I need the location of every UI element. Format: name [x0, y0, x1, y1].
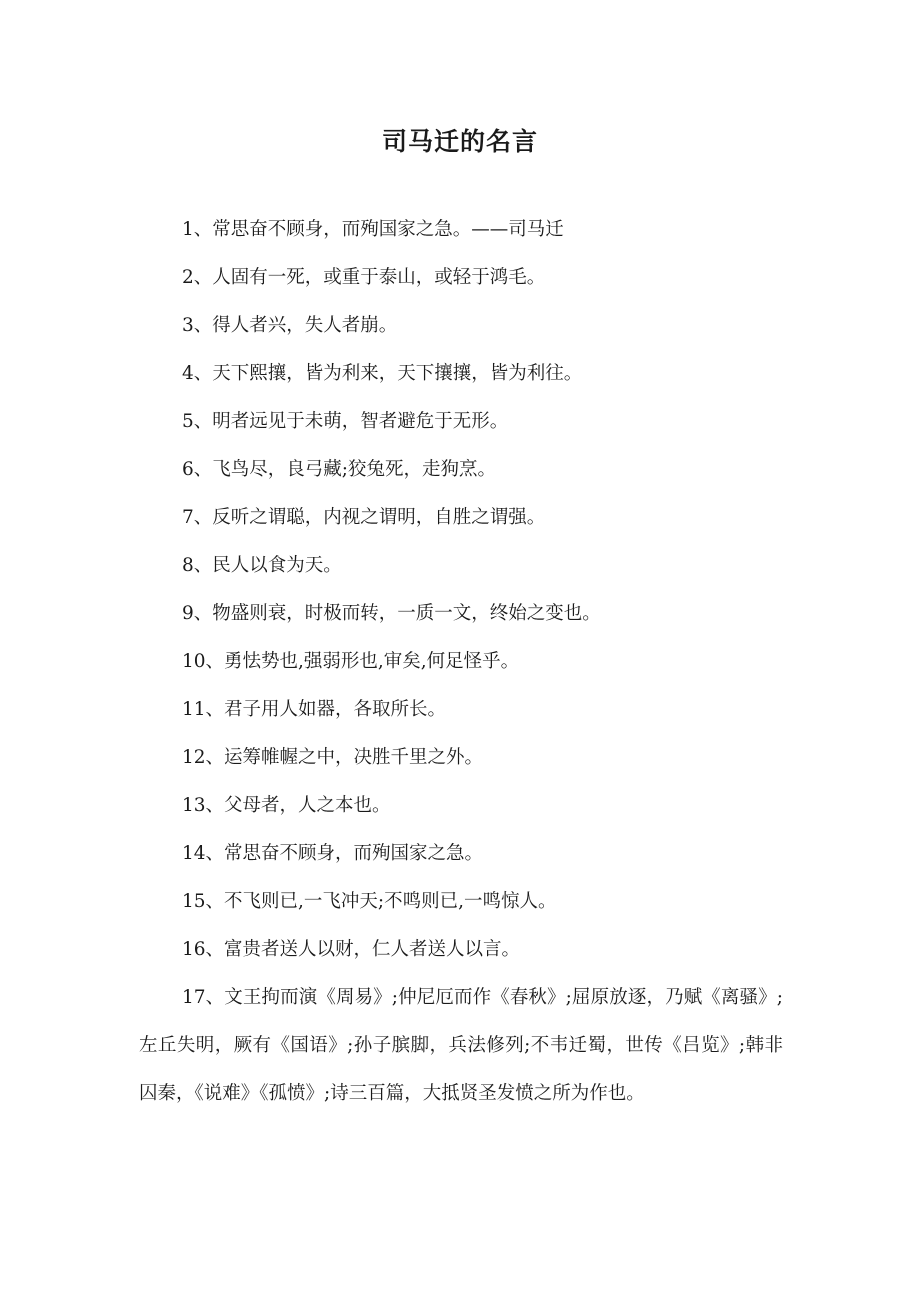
quote-list — [139, 206, 783, 1118]
quote-item: 14、常思奋不顾身，而殉国家之急。 — [182, 843, 484, 864]
quote-item: 12、运筹帷幄之中，决胜千里之外。 — [182, 747, 484, 768]
document-title: 司马迁的名言 — [381, 127, 538, 156]
quote-item: 4、天下熙攘，皆为利来，天下攘攘，皆为利往。 — [182, 363, 583, 384]
quote-item: 5、明者远见于未萌，智者避危于无形。 — [182, 411, 509, 432]
quote-item: 6、飞鸟尽，良弓藏;狡兔死，走狗烹。 — [182, 459, 497, 480]
quote-item: 15、不飞则已,一飞冲天;不鸣则已,一鸣惊人。 — [182, 891, 557, 912]
quote-item: 3、得人者兴，失人者崩。 — [182, 315, 398, 336]
quote-item: 2、人固有一死，或重于泰山，或轻于鸿毛。 — [182, 267, 546, 288]
quote-item: 8、民人以食为天。 — [182, 555, 342, 576]
quote-item: 16、富贵者送人以财，仁人者送人以言。 — [182, 939, 521, 960]
quote-item: 10、勇怯势也,强弱形也,审矣,何足怪乎。 — [182, 651, 520, 672]
quote-item: 1、常思奋不顾身，而殉国家之急。——司马迁 — [182, 219, 564, 240]
quote-item: 17、文王拘而演《周易》;仲尼厄而作《春秋》;屈原放逐，乃赋《离骚》;左丘失明，厥有《国语》;孙子膑脚，兵法修列;不韦迁蜀，世传《吕览》;韩非囚秦，《说难》《孤愤》;诗三百篇，大抵贤圣发愤之所为作也。 — [139, 987, 783, 1104]
quote-item: 13、父母者，人之本也。 — [182, 795, 391, 816]
quote-item: 11、君子用人如器，各取所长。 — [182, 699, 447, 720]
quote-item: 9、物盛则衰，时极而转，一质一文，终始之变也。 — [182, 603, 601, 624]
quote-item: 7、反听之谓聪，内视之谓明，自胜之谓强。 — [182, 507, 546, 528]
